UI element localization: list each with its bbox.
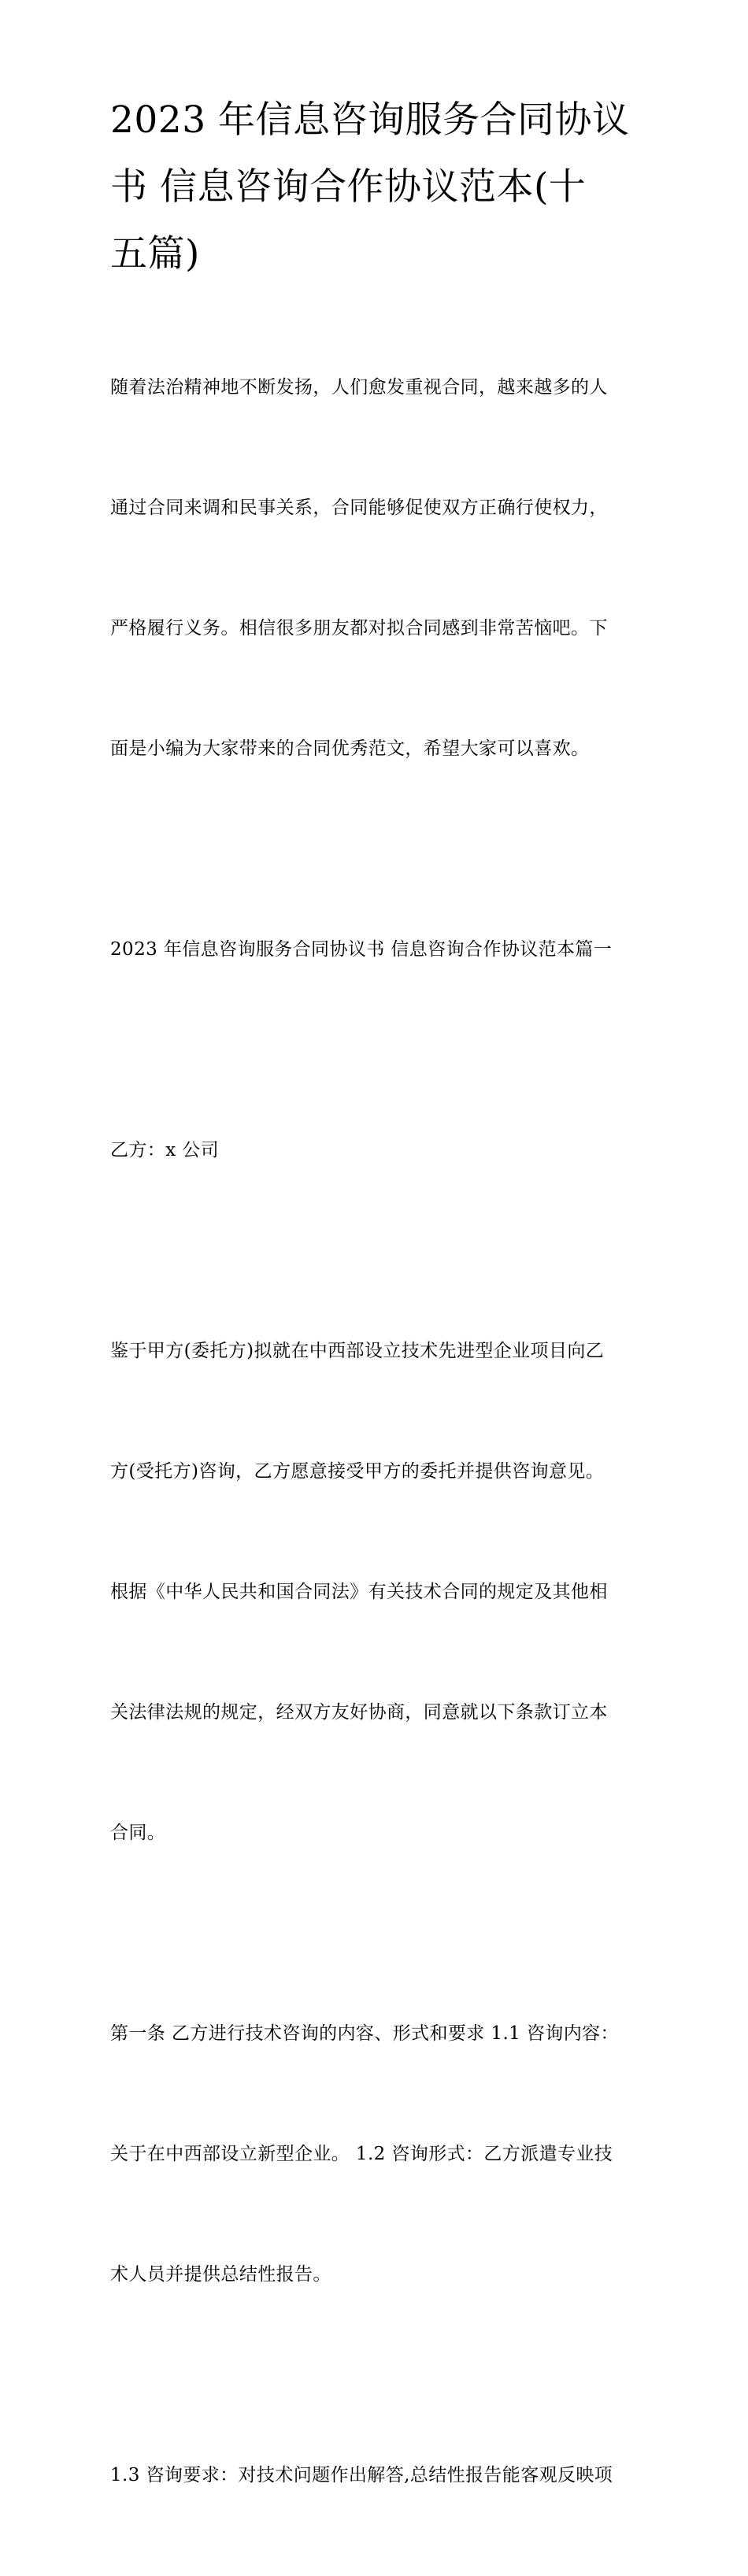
text-line: 2023 年信息咨询服务合同协议书 信息咨询合作协议范本篇一 <box>110 939 613 960</box>
article-one-paragraph <box>110 1934 646 2375</box>
text-line: 关法律法规的规定，经双方友好协商，同意就以下条款订立本 <box>110 1702 608 1723</box>
title-line: 书 信息咨询合作协议范本(十 <box>110 165 587 209</box>
intro-paragraph <box>110 287 646 849</box>
text-line: 第一条 乙方进行技术咨询的内容、形式和要求 1.1 咨询内容： <box>110 2023 619 2044</box>
document-page <box>110 87 646 2576</box>
title-line: 2023 年信息咨询服务合同协议 <box>110 98 630 142</box>
title-line: 五篇) <box>110 232 200 276</box>
text-line: 术人员并提供总结性报告。 <box>110 2264 331 2285</box>
text-line: 通过合同来调和民事关系，合同能够促使双方正确行使权力， <box>110 498 608 518</box>
section-heading <box>110 849 646 1050</box>
text-line: 严格履行义务。相信很多朋友都对拟合同感到非常苦恼吧。下 <box>110 618 608 638</box>
document-title <box>110 87 646 287</box>
text-line: 方(受托方)咨询，乙方愿意接受甲方的委托并提供咨询意见。 <box>110 1461 605 1482</box>
text-line: 乙方：x 公司 <box>110 1140 220 1160</box>
text-line: 面是小编为大家带来的合同优秀范文，希望大家可以喜欢。 <box>110 738 590 759</box>
party-b-line <box>110 1050 646 1251</box>
text-line: 随着法治精神地不断发扬，人们愈发重视合同，越来越多的人 <box>110 377 608 398</box>
text-line: 鉴于甲方(委托方)拟就在中西部设立技术先进型企业项目向乙 <box>110 1341 605 1361</box>
consulting-requirements-paragraph <box>110 2375 646 2576</box>
text-line: 合同。 <box>110 1823 166 1843</box>
recital-paragraph <box>110 1251 646 1934</box>
text-line: 根据《中华人民共和国合同法》有关技术合同的规定及其他相 <box>110 1582 608 1602</box>
text-line: 关于在中西部设立新型企业。 1.2 咨询形式：乙方派遣专业技 <box>110 2144 613 2164</box>
text-line: 1.3 咨询要求：对技术问题作出解答,总结性报告能客观反映项 <box>110 2465 613 2485</box>
